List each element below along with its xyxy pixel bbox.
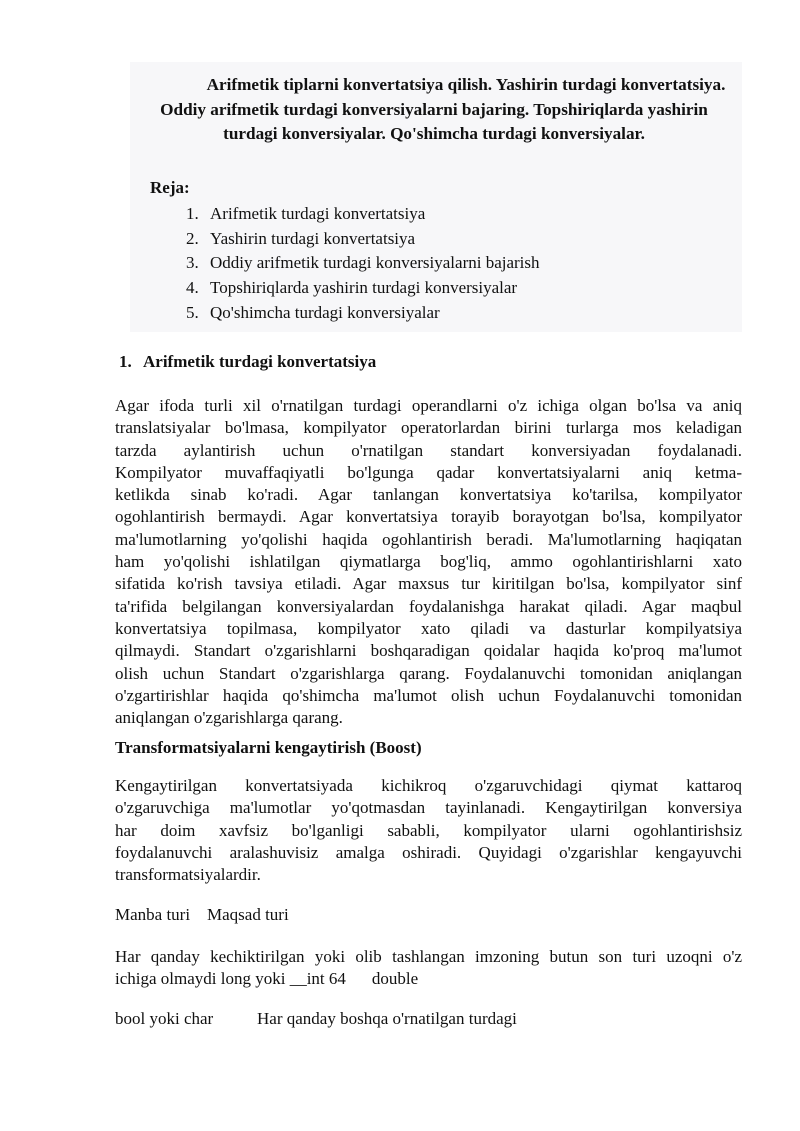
- type-row-line: Har qanday kechiktirilgan yoki olib tashlangan imzoning butun son turi uzoqni o'z: [115, 947, 742, 966]
- plan-item: [186, 251, 540, 276]
- plan-item-text: Oddiy arifmetik turdagi konversiyalarni bajarish: [210, 253, 540, 273]
- section-paragraph: [115, 395, 742, 729]
- plan-item-number: 5.: [186, 302, 199, 322]
- title-line: Oddiy arifmetik turdagi konversiyalarni bajaring. Topshiriqlarda yashirin: [160, 99, 708, 119]
- plan-item-text: Qo'shimcha turdagi konversiyalar: [210, 302, 440, 322]
- target-type-cell: Har qanday boshqa o'rnatilgan turdagi: [257, 1009, 517, 1028]
- type-row-line: [115, 968, 742, 990]
- section-heading: [119, 352, 376, 372]
- paragraph-line: ketlikda sinab ko'radi. Agar tanlangan konvertatsiya ko'tarilsa, kompilyator: [115, 485, 742, 505]
- plan-item-number: 1.: [186, 204, 199, 223]
- paragraph-line: transformatsiyalardir.: [115, 865, 261, 885]
- plan-item-text: Yashirin turdagi konvertatsiya: [210, 228, 416, 248]
- paragraph-line: har doim xavfsiz bo'lganligi sababli, kompilyator ularni ogohlantirishsiz: [115, 820, 742, 840]
- type-table-row: [115, 946, 742, 991]
- paragraph-line: ma'lumotlarning yo'qolishi haqida ogohlantirish beradi. Ma'lumotlarning haqiqatan: [115, 529, 742, 549]
- paragraph-line: ogohlantirish bermaydi. Agar konvertatsiya torayib borayotgan bo'lsa, kompilyator: [115, 507, 742, 527]
- section-title: Arifmetik turdagi konvertatsiya: [143, 352, 377, 371]
- paragraph-line: tarzda aylantirish uchun o'rnatilgan standart konversiyadan foydalanadi.: [115, 440, 742, 460]
- paragraph-line: o'zgaruvchiga ma'lumotlar yo'qotmasdan tayinlanadi. Kengaytirilgan konversiya: [115, 798, 742, 818]
- paragraph-line: konvertatsiya topilmasa, kompilyator xato qiladi va dasturlar kompilyatsiya: [115, 618, 742, 638]
- plan-item-number: 4.: [186, 278, 199, 298]
- paragraph-line: ta'rifida belgilangan konversiyalardan foydalanishga harakat qiladi. Agar maqbul: [115, 596, 742, 616]
- type-table-header: [115, 904, 289, 926]
- boost-heading: Transformatsiyalarni kengaytirish (Boost): [115, 738, 422, 757]
- plan-item-number: 2.: [186, 228, 199, 248]
- source-type-cell: bool yoki char: [115, 1009, 214, 1028]
- paragraph-line: translatsiyalar bo'lmasa, kompilyator operatorlardan birini turlarga mos keladigan: [115, 418, 742, 438]
- section-number: 1.: [119, 352, 132, 371]
- paragraph-line: Kompilyator muvaffaqiyatli bo'lgunga qadar konvertatsiyalarni aniq ketma-: [115, 462, 742, 482]
- plan-item-number: 3.: [186, 253, 199, 273]
- paragraph-line: foydalanuvchi aralashuvisiz amalga oshiradi. Quyidagi o'zgarishlar kengayuvchi: [115, 842, 742, 862]
- paragraph-line: ham yo'qolishi ishlatilgan qiymatlarga bog'liq, ammo ogohlantirishlarni xato: [115, 552, 742, 572]
- plan-list: [186, 202, 540, 326]
- target-type-cell: double: [371, 969, 419, 989]
- paragraph-line: Agar ifoda turli xil o'rnatilgan turdagi operandlarni o'z ichiga olgan bo'lsa va aniq: [115, 396, 742, 415]
- paragraph-line: qilmaydi. Standart o'zgarishlarni boshqaradigan qoidalar haqida ko'proq ma'lumot: [115, 641, 742, 661]
- document-title: [118, 73, 750, 147]
- title-line: Arifmetik tiplarni konvertatsiya qilish. Yashirin turdagi konvertatsiya.: [206, 75, 726, 94]
- source-type-header: Manba turi: [115, 905, 191, 924]
- type-table-row: [115, 1008, 517, 1030]
- plan-item: [186, 301, 540, 326]
- title-line: turdagi konversiyalar. Qo'shimcha turdagi konversiyalar.: [223, 124, 645, 143]
- plan-item: [186, 227, 540, 252]
- plan-item: [186, 276, 540, 301]
- boost-paragraph: [115, 775, 742, 886]
- paragraph-line: aniqlangan o'zgarishlarga qarang.: [115, 708, 343, 728]
- target-type-header: Maqsad turi: [207, 905, 289, 924]
- paragraph-line: olish uchun Standart o'zgarishlarga qarang. Foydalanuvchi tomonidan aniqlangan: [115, 663, 742, 683]
- plan-item-text: Topshiriqlarda yashirin turdagi konversiyalar: [210, 278, 518, 298]
- paragraph-line: sifatida ko'rish tavsiya etiladi. Agar maxsus tur kiritilgan bo'lsa, kompilyator sinf: [115, 574, 742, 594]
- plan-item: [186, 202, 540, 227]
- paragraph-line: Kengaytirilgan konvertatsiyada kichikroq o'zgaruvchidagi qiymat kattaroq: [115, 776, 742, 795]
- source-type-cell: ichiga olmaydi long yoki __int 64: [115, 969, 346, 989]
- plan-item-text: Arifmetik turdagi konvertatsiya: [210, 204, 426, 223]
- paragraph-line: o'zgartirishlar haqida qo'shimcha ma'lumot olish uchun Foydalanuvchi tomonidan: [115, 685, 742, 705]
- plan-label: Reja:: [150, 178, 190, 197]
